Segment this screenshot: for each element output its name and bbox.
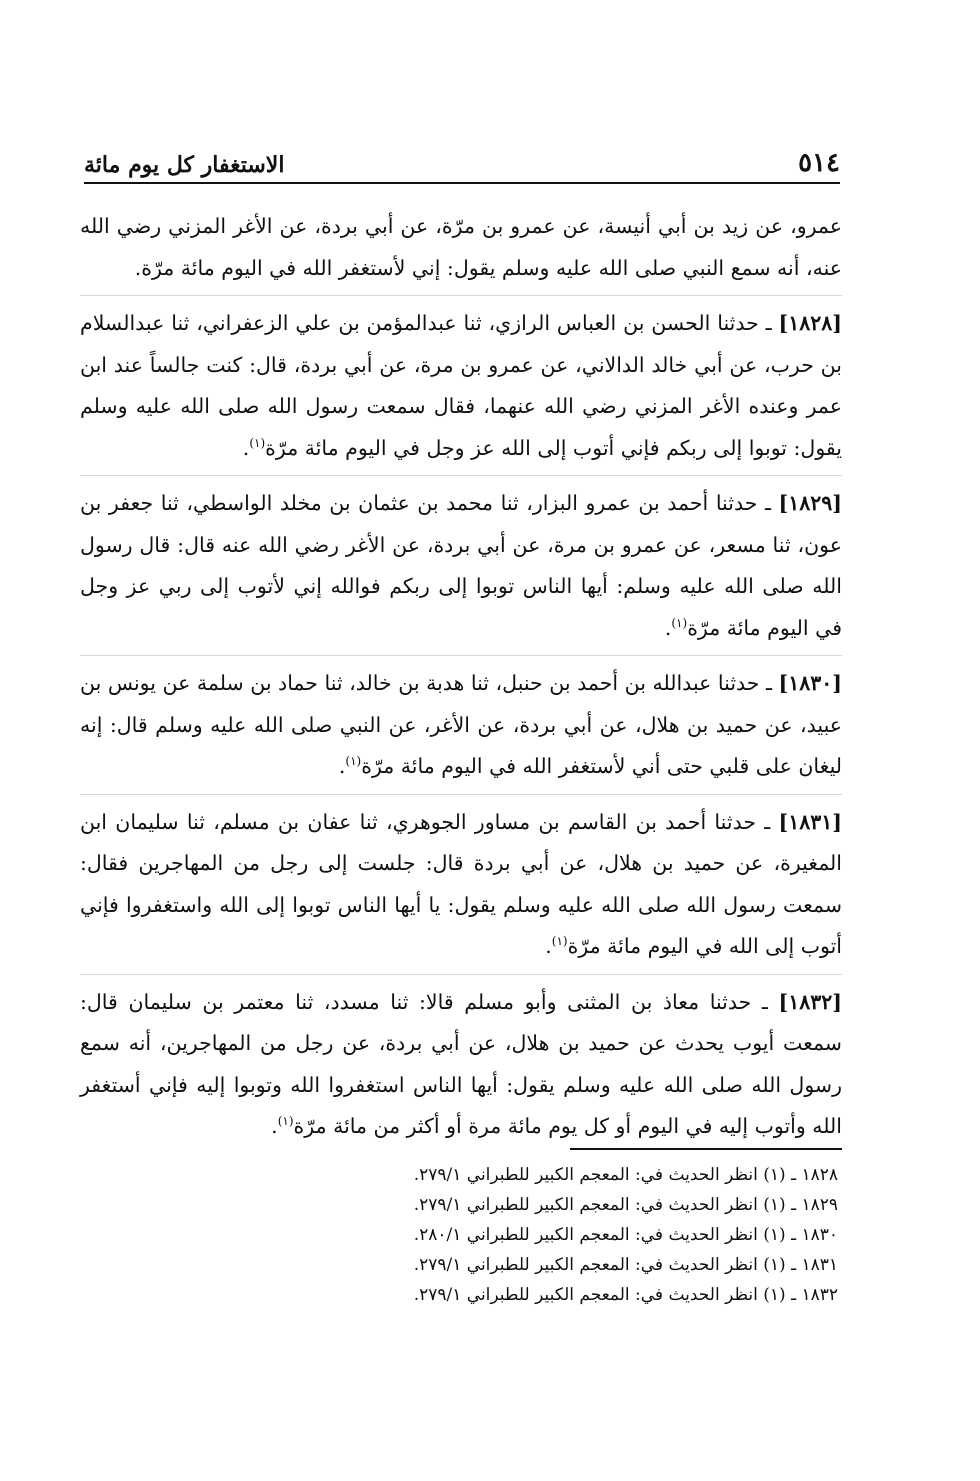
hadith-end: . xyxy=(338,754,346,778)
hadith-text: ـ حدثنا أحمد بن القاسم بن مساور الجوهري، ثنا عفان بن مسلم، ثنا سليمان ابن المغيرة، عن حميد بن هلال، عن أبي بردة قال: جلست إلى رجل من المهاجرين فقال: سمعت رسول الله صلى الله عليه وسلم يقول: يا أيها الناس توبوا إلى الله واستغفروا فإني أتوب إلى الله في اليوم مائة مرّة xyxy=(80,809,842,958)
hadith-text: ـ حدثنا أحمد بن عمرو البزار، ثنا محمد بن عثمان بن مخلد الواسطي، ثنا جعفر بن عون، ثنا مسعر، عن عمرو بن مرة، عن أبي بردة، عن الأغر رضي الله عنه قال: قال رسول الله صلى الله عليه وسلم: أيها الناس توبوا إلى ربكم فوالله إني لأتوب إلى ربي عز وجل في اليوم مائة مرّة xyxy=(80,491,842,640)
footnote-1829: ١٨٢٩ ـ (١) انظر الحديث في: المعجم الكبير للطبراني ٢٧٩/١. xyxy=(413,1195,838,1215)
footnote-1832: ١٨٣٢ ـ (١) انظر الحديث في: المعجم الكبير للطبراني ٢٧٩/١. xyxy=(413,1285,838,1305)
hadith-number: [١٨٣١] xyxy=(778,809,842,834)
hadith-1830 xyxy=(80,655,842,788)
footnote-marker: (١) xyxy=(551,934,568,949)
footnote-marker: (١) xyxy=(277,1114,294,1129)
page-number: ٥١٤ xyxy=(798,148,840,178)
running-title: الاستغفار كل يوم مائة xyxy=(84,152,285,178)
footnote-1830: ١٨٣٠ ـ (١) انظر الحديث في: المعجم الكبير للطبراني ٢٨٠/١. xyxy=(413,1225,838,1245)
hadith-end: . xyxy=(242,435,250,460)
footnote-marker: (١) xyxy=(671,615,688,630)
hadith-number: [١٨٣٢] xyxy=(778,989,842,1014)
footnote-divider xyxy=(570,1148,842,1150)
hadith-number: [١٨٢٨] xyxy=(778,311,842,335)
hadith-1828 xyxy=(80,295,842,469)
hadith-text: ـ حدثنا الحسن بن العباس الرازي، ثنا عبدالمؤمن بن علي الزعفراني، ثنا عبدالسلام بن حرب، عن أبي خالد الدالاني، عن عمرو بن مرة، عن أبي بردة، قال: كنت جالساً عند ابن عمر وعنده الأغر المزني رضي الله عنهما، فقال سمعت رسول الله صلى الله عليه وسلم يقول: توبوا إلى ربكم فإني أتوب إلى الله عز وجل في اليوم مائة مرّة xyxy=(80,311,842,460)
hadith-1832 xyxy=(80,974,842,1148)
hadith-text: ـ حدثنا معاذ بن المثنى وأبو مسلم قالا: ثنا مسدد، ثنا معتمر بن سليمان قال: سمعت أيوب يحدث عن حميد بن هلال، عن أبي بردة، عن رجل من المهاجرين، أنه سمع رسول الله صلى الله عليه وسلم يقول: أيها الناس استغفروا الله وتوبوا إليه فإني أستغفر الله وأتوب إليه في اليوم أو كل يوم مائة مرة أو أكثر من مائة مرّة xyxy=(80,989,842,1138)
hadith-text: ـ حدثنا عبدالله بن أحمد بن حنبل، ثنا هدبة بن خالد، ثنا حماد بن سلمة عن يونس بن عبيد، عن حميد بن هلال، عن أبي بردة، عن الأغر، عن النبي صلى الله عليه وسلم قال: إنه ليغان على قلبي حتى أني لأستغفر الله في اليوم مائة مرّة xyxy=(80,671,842,778)
hadith-end: . xyxy=(545,934,552,958)
intro-paragraph: عمرو، عن زيد بن أبي أنيسة، عن عمرو بن مرّة، عن أبي بردة، عن الأغر المزني رضي الله عنه، أنه سمع النبي صلى الله عليه وسلم يقول: إني لأستغفر الله في اليوم مائة مرّة. xyxy=(80,214,842,280)
hadith-1831 xyxy=(80,794,842,968)
running-head xyxy=(84,138,840,184)
footnote-marker: (١) xyxy=(345,754,362,769)
footnote-1828: ١٨٢٨ ـ (١) انظر الحديث في: المعجم الكبير للطبراني ٢٧٩/١. xyxy=(413,1165,838,1185)
footnote-marker: (١) xyxy=(249,435,266,450)
footnote-1831: ١٨٣١ ـ (١) انظر الحديث في: المعجم الكبير للطبراني ٢٧٩/١. xyxy=(413,1255,838,1275)
hadith-end: . xyxy=(271,1114,278,1138)
hadith-end: . xyxy=(664,615,672,640)
footnotes xyxy=(300,1160,838,1310)
hadith-number: [١٨٣٠] xyxy=(778,671,842,695)
hadith-1829 xyxy=(80,475,842,649)
hadith-number: [١٨٢٩] xyxy=(778,491,842,515)
main-text xyxy=(80,206,842,1148)
